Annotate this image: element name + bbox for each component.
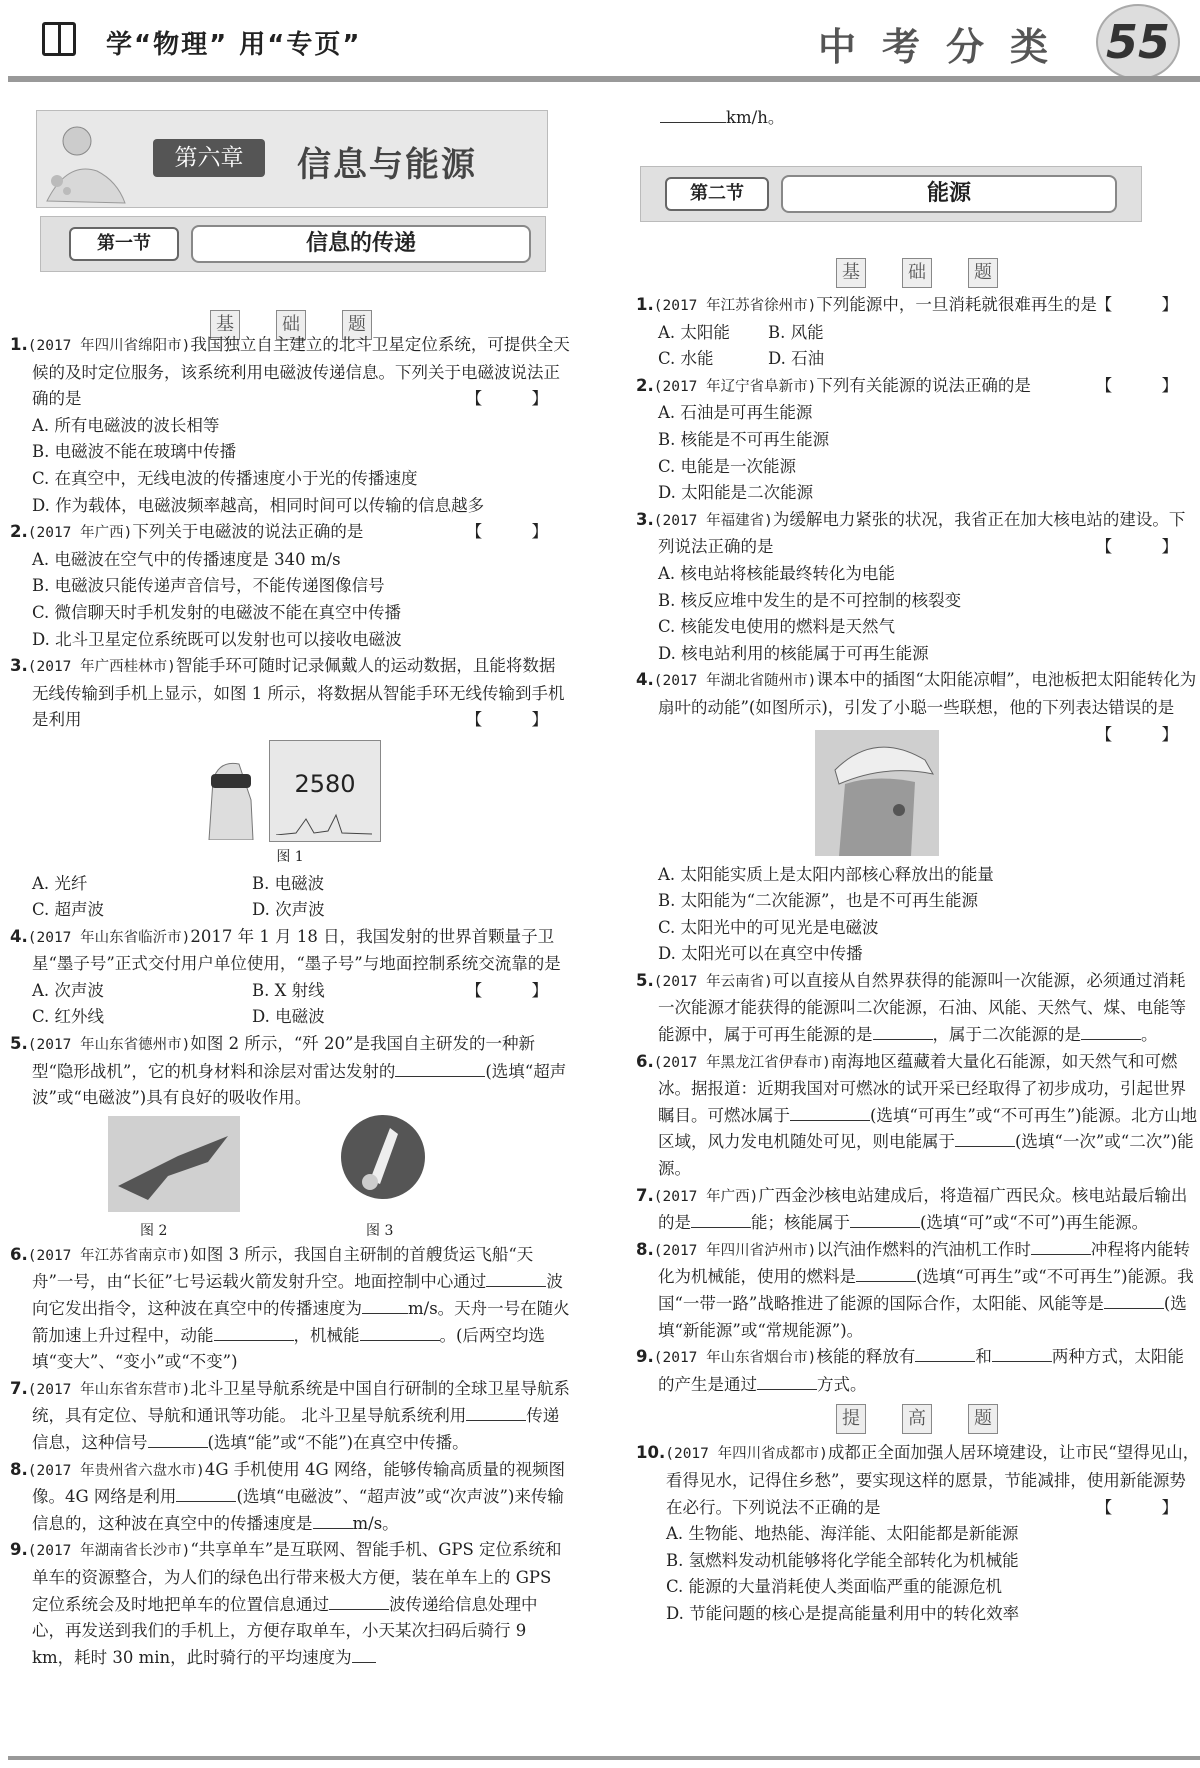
option: A. 电磁波在空气中的传播速度是 340 m/s (32, 549, 341, 569)
level-label-basic: 基 础 题 (210, 310, 372, 340)
figure-caption: 图 2 (140, 1222, 168, 1239)
question-9: 9.(2017 年湖南省长沙市)“共享单车”是互联网、智能手机、GPS 定位系统和单车的资源整合，为人们的绿色出行带来极大方便，装在单车上的 GPS 定位系统会及时地把单车的位置信息通过 波传递给信息处理中心，再发送到我们的手机上，方便存取单车，小天某次扫码后骑行 9 km，耗时 30 min，此时骑行的平均速度为 (10, 1540, 562, 1667)
section-banner-2 (640, 166, 1142, 222)
option: A. 所有电磁波的波长相等 (32, 415, 220, 435)
option: D. 北斗卫星定位系统既可以发射也可以接收电磁波 (32, 629, 402, 649)
page-header (0, 0, 1200, 80)
options-row: C. 超声波 D. 次声波 (32, 900, 325, 920)
option: B. 电磁波只能传递声音信号，不能传递图像信号 (32, 576, 385, 596)
question-4: 4.(2017 年山东省临沂市)2017 年 1 月 18 日，我国发射的世界首颗量子卫星“墨子号”正式交付用户单位使用，“墨子号”与地面控制系统交流靠的是 【 】 (10, 926, 570, 1000)
question-r8: 8.(2017 年四川省泸州市)以汽油作燃料的汽油机工作时 冲程将内能转化为机械能，使用的燃料是 (选填“可再生”或“不可再生”)能源。我国“一带一路”战略推进了能源的国际合作，太阳能、风能等是 (选填“新能源”或“常规能源”)。 (636, 1239, 1194, 1340)
fighter-jet-icon (108, 1116, 240, 1212)
option: A. 核电站将核能最终转化为电能 (658, 563, 895, 583)
question-r1: 1.(2017 年江苏省徐州市)下列能源中，一旦消耗就很难再生的是 【 】 (636, 295, 1200, 314)
wristband-icon (199, 740, 261, 840)
level-label-basic: 基 础 题 (836, 258, 998, 288)
option: B. 核反应堆中发生的是不可控制的核裂变 (658, 590, 962, 610)
question-7: 7.(2017 年山东省东营市)北斗卫星导航系统是中国自行研制的全球卫星导航系统，具有定位、导航和通讯等功能。 北斗卫星导航系统利用 传递信息，这种信号 (选填“能”或“不能”)在真空中传播。 (10, 1378, 570, 1452)
section-tag: 第一节 (69, 227, 179, 261)
footer-rule (8, 1756, 1200, 1760)
option: C. 微信聊天时手机发射的电磁波不能在真空中传播 (32, 602, 402, 622)
right-column (636, 292, 1200, 1628)
option: A. 太阳能实质上是太阳内部核心释放出的能量 (658, 864, 994, 884)
option: B. 太阳能为“二次能源”，也是不可再生能源 (658, 891, 978, 911)
figure-1 (10, 740, 570, 842)
figure-caption: 图 1 (276, 848, 304, 865)
solar-hat-icon (815, 730, 939, 856)
question-r9: 9.(2017 年山东省烟台市)核能的释放有 和 两种方式，太阳能的产生是通过 方式。 (636, 1347, 1184, 1394)
header-rule (8, 76, 1200, 82)
option: C. 核能发电使用的燃料是天然气 (658, 617, 896, 637)
activity-chart-icon (276, 811, 372, 835)
option: C. 太阳光中的可见光是电磁波 (658, 917, 879, 937)
options-row: A. 次声波 B. X 射线 (32, 980, 325, 1000)
question-2: 2.(2017 年广西)下列关于电磁波的说法正确的是 【 】 (10, 522, 570, 542)
header-right-title: 中考分类 (818, 25, 1075, 69)
option: D. 核电站利用的核能属于可再生能源 (658, 643, 929, 663)
question-5: 5.(2017 年山东省德州市)如图 2 所示，“歼 20”是我国自主研发的一种新型“隐形战机”，它的机身材料和涂层对雷达发射的 (选填“超声波”或“电磁波”)具有良好的吸收作用。 (10, 1034, 567, 1108)
section-tag: 第二节 (665, 177, 769, 211)
option: D. 节能问题的核心是提高能量利用中的转化效率 (666, 1603, 1020, 1623)
chapter-banner (36, 110, 548, 208)
option: D. 太阳光可以在真空中传播 (658, 944, 863, 964)
chapter-title: 信息与能源 (297, 145, 477, 185)
book-icon (42, 22, 76, 56)
question-r5: 5.(2017 年云南省)可以直接从自然界获得的能源叫一次能源，必须通过消耗一次能源才能获得的能源叫二次能源，石油、风能、天然气、煤、电能等能源中，属于可再生能源的是 ，属于二次能源的是 。 (636, 970, 1186, 1045)
question-r4: 4.(2017 年湖北省随州市)课本中的插图“太阳能凉帽”，电池板把太阳能转化为扇叶的动能”(如图所示)，引发了小聪一些联想，他的下列表达错误的是 【 】 (636, 670, 1200, 744)
option: A. 石油是可再生能源 (658, 403, 813, 423)
option: C. 能源的大量消耗使人类面临严重的能源危机 (666, 1577, 1003, 1597)
q9-continuation: km/h。 (660, 104, 784, 128)
header-left-title: 学“物理” 用“专页” (106, 30, 362, 60)
question-3: 3.(2017 年广西桂林市)智能手环可随时记录佩戴人的运动数据，且能将数据无线传输到手机上显示，如图 1 所示，将数据从智能手环无线传输到手机是利用 【 】 (10, 656, 570, 730)
rocket-launch-icon (340, 1114, 426, 1200)
phone-screen: 2580 (269, 740, 381, 842)
option: B. 氢燃料发动机能够将化学能全部转化为机械能 (666, 1550, 1019, 1570)
option: A. 生物能、地热能、海洋能、太阳能都是新能源 (666, 1524, 1019, 1544)
option: B. 电磁波不能在玻璃中传播 (32, 442, 237, 462)
page-number: 55 (1096, 4, 1180, 80)
left-column (10, 332, 570, 1671)
options-row: A. 太阳能 B. 风能 (658, 322, 824, 342)
question-1: 1.(2017 年四川省绵阳市)我国独立自主建立的北斗卫星定位系统，可提供全天候的及时定位服务，该系统利用电磁波传递信息。下列关于电磁波说法正确的是 【 】 (10, 335, 570, 409)
option: C. 电能是一次能源 (658, 456, 797, 476)
options-row: C. 红外线 D. 电磁波 (32, 1007, 325, 1027)
decorative-figure-icon (37, 111, 127, 207)
option: D. 作为载体，电磁波频率越高，相同时间可以传输的信息越多 (32, 495, 485, 515)
question-6: 6.(2017 年江苏省南京市)如图 3 所示，我国自主研制的首艘货运飞船“天舟”一号，由“长征”七号运载火箭发射升空。地面控制中心通过 波向它发出指令，这种波在真空中的传播速度为 m/s。天舟一号在随火箭加速上升过程中，动能 ，机械能 。(后两空均选填“变大”、“变小”或“不变”) (10, 1244, 570, 1372)
chapter-tag: 第六章 (153, 139, 265, 177)
question-r6: 6.(2017 年黑龙江省伊春市)南海地区蕴藏着大量化石能源，如天然气和可燃冰。据报道：近期我国对可燃冰的试开采已经取得了初步成功，引起世界瞩目。可燃冰属于 (选填“可再生”或“不可再生”)能源。北方山地区域，风力发电机随处可见，则电能属于 (选填“一次”或“二次”)能源。 (636, 1051, 1198, 1179)
question-r10: 10.(2017 年四川省成都市)成都正全面加强人居环境建设，让市民“望得见山，看得见水，记得住乡愁”，要实现这样的愿景，节能减排，使用新能源势在必行。下列说法不正确的是 【 】 (636, 1443, 1200, 1517)
option: D. 太阳能是二次能源 (658, 483, 814, 503)
question-8: 8.(2017 年贵州省六盘水市)4G 手机使用 4G 网络，能够传输高质量的视频图像。4G 网络是利用 (选填“电磁波”、“超声波”或“次声波”)来传输信息的，这种波在真空中的传播速度是 m/s。 (10, 1459, 565, 1533)
question-r3: 3.(2017 年福建省)为缓解电力紧张的状况，我省正在加大核电站的建设。下列说法正确的是 【 】 (636, 509, 1200, 557)
option: C. 在真空中，无线电波的传播速度小于光的传播速度 (32, 468, 418, 488)
question-r2: 2.(2017 年辽宁省阜新市)下列有关能源的说法正确的是 【 】 (636, 375, 1200, 395)
level-label-advanced: 提 高 题 (836, 1404, 1200, 1434)
options-row: A. 光纤 B. 电磁波 (32, 873, 325, 893)
figures-2-3 (10, 1112, 570, 1242)
options-row: C. 水能 D. 石油 (658, 349, 825, 369)
figure-caption: 图 3 (366, 1222, 394, 1239)
option: B. 核能是不可再生能源 (658, 429, 830, 449)
section-title: 信息的传递 (191, 225, 531, 263)
section-title: 能源 (781, 175, 1117, 213)
figure-solar-hat (636, 730, 1118, 856)
section-banner-1 (40, 216, 546, 272)
question-r7: 7.(2017 年广西)广西金沙核电站建成后，将造福广西民众。核电站最后输出的是 能；核能属于 (选填“可”或“不可”)再生能源。 (636, 1185, 1188, 1233)
